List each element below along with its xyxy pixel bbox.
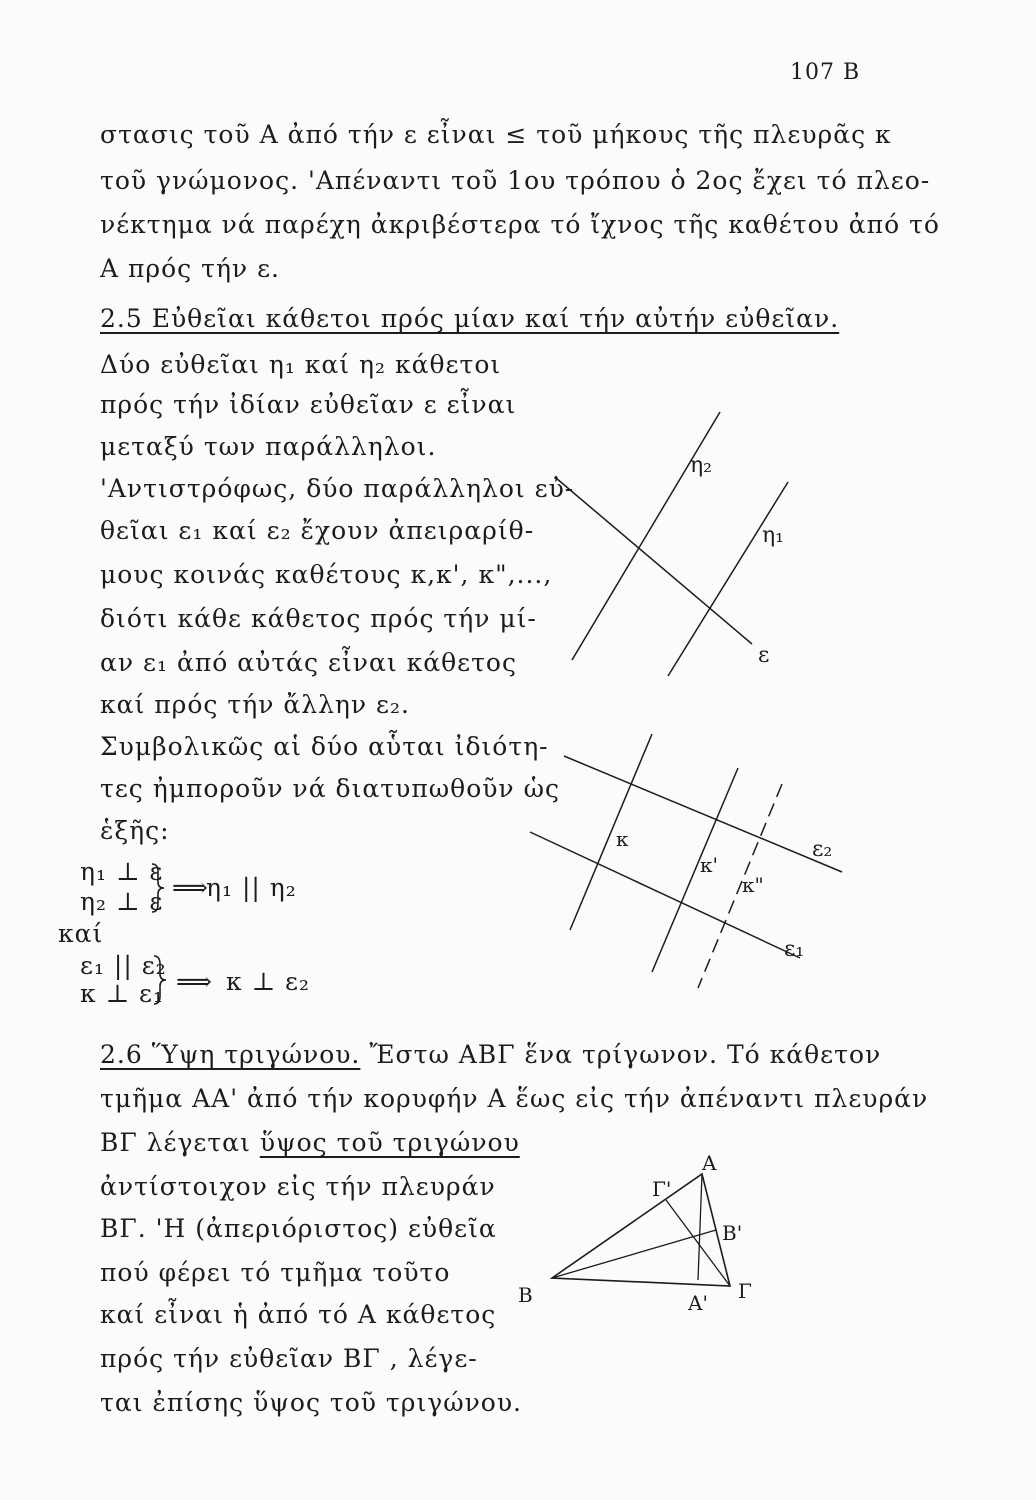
- implication-formulas: [58, 852, 380, 1032]
- s26-line-5: ΒΓ. 'Η (ἀπεριόριστος) εὐθεῖα: [100, 1214, 497, 1243]
- s26-line-8: πρός τήν εὐθεῖαν ΒΓ , λέγε-: [100, 1344, 478, 1373]
- formula1-premise2: η₂ ⊥ ε: [80, 887, 164, 916]
- s25-line-5: θεῖαι ε₁ καί ε₂ ἔχουν ἀπειραρίθ-: [100, 516, 535, 545]
- label-kappa-prime: κ': [700, 853, 718, 877]
- formula2-premise2: κ ⊥ ε₁: [80, 979, 165, 1008]
- altitude-from-B: [552, 1230, 716, 1278]
- line-eta1: [668, 482, 788, 676]
- figure-perpendiculars: [540, 400, 800, 680]
- label-epsilon1: ε₁: [784, 937, 805, 962]
- s25-line-3: μεταξύ των παράλληλοι.: [100, 432, 437, 461]
- s25-line-8: αν ε₁ ἀπό αὐτάς εἶναι κάθετος: [100, 648, 517, 677]
- s26-line-1-rest: Ἔστω ΑΒΓ ἕνα τρίγωνον. Τό κάθετον: [369, 1040, 882, 1069]
- s26-line-3-prefix: ΒΓ λέγεται: [100, 1128, 251, 1157]
- label-kappa: κ: [616, 827, 629, 851]
- label-eta1: η₁: [762, 523, 784, 548]
- label-B-prime: Β': [722, 1221, 743, 1245]
- s26-line-6: πού φέρει τό τμῆμα τοῦτο: [100, 1258, 451, 1287]
- s26-line-4: ἀντίστοιχον εἰς τήν πλευράν: [100, 1172, 496, 1201]
- triangle-ABG: [552, 1174, 730, 1286]
- label-eta2: η₂: [690, 453, 712, 478]
- s25-line-12: ἑξῆς:: [100, 816, 170, 845]
- s25-line-10: Συμβολικῶς αἱ δύο αὗται ἰδιότη-: [100, 732, 549, 761]
- section-2-5-heading: 2.5 Εὐθεῖαι κάθετοι πρός μίαν καί τήν αὐτήν εὐθεῖαν.: [100, 304, 840, 333]
- altitude-term: ὕψος τοῦ τριγώνου: [259, 1128, 520, 1157]
- page-number: 107 Β: [790, 60, 861, 85]
- s26-line-2: τμῆμα ΑΑ' ἀπό τήν κορυφήν Α ἕως εἰς τήν ἀπέναντι πλευράν: [100, 1084, 929, 1113]
- formula1-premise1: η₁ ⊥ ε: [80, 857, 164, 886]
- s25-line-6: μους κοινάς καθέτους κ,κ', κ",...,: [100, 560, 553, 589]
- label-epsilon2: ε₂: [812, 837, 833, 862]
- label-B: Β: [518, 1283, 533, 1307]
- s26-line-3: [100, 1128, 520, 1157]
- formula1-arrow: ⟹: [172, 873, 209, 902]
- label-kappa-double-prime: κ": [742, 873, 764, 897]
- intro-line-1: στασις τοῦ Α ἀπό τήν ε εἶναι ≤ τοῦ μήκους τῆς πλευρᾶς κ: [100, 120, 892, 149]
- line-eta2: [572, 412, 720, 660]
- figure-triangle-altitudes: [500, 1150, 790, 1320]
- s26-line-7: καί εἶναι ἡ ἀπό τό Α κάθετος: [100, 1300, 497, 1329]
- formula2-conclusion: κ ⊥ ε₂: [226, 967, 311, 996]
- section-2-6-heading: 2.6 Ὕψη τριγώνου.: [100, 1040, 361, 1069]
- altitude-from-A: [698, 1174, 702, 1280]
- label-A: Α: [702, 1151, 717, 1175]
- s25-line-1: Δύο εὐθεῖαι η₁ καί η₂ κάθετοι: [100, 350, 502, 379]
- intro-line-4: Α πρός τήν ε.: [100, 254, 280, 283]
- s25-line-7: διότι κάθε κάθετος πρός τήν μί-: [100, 604, 537, 633]
- line-kappa-double-prime: [698, 784, 782, 988]
- label-G: Γ: [738, 1279, 752, 1303]
- label-A-prime: Α': [688, 1291, 708, 1315]
- connector-kai: καί: [58, 919, 104, 948]
- formula2-premise1: ε₁ || ε₂: [80, 951, 167, 980]
- label-G-prime: Γ': [652, 1177, 672, 1201]
- s25-line-4: 'Αντιστρόφως, δύο παράλληλοι εὐ-: [100, 474, 575, 503]
- formula1-conclusion: η₁ || η₂: [206, 873, 297, 902]
- intro-line-3: νέκτημα νά παρέχη ἀκριβέστερα τό ἴχνος τῆς καθέτου ἀπό τό: [100, 210, 940, 239]
- figure-common-perpendiculars: [520, 720, 860, 1010]
- s26-line-9: ται ἐπίσης ὕψος τοῦ τριγώνου.: [100, 1388, 522, 1417]
- formula2-arrow: ⟹: [176, 967, 213, 996]
- s26-line-1: [100, 1040, 881, 1069]
- s25-line-2: πρός τήν ἰδίαν εὐθεῖαν ε εἶναι: [100, 390, 517, 419]
- label-epsilon: ε: [758, 643, 770, 668]
- s25-line-9: καί πρός τήν ἄλλην ε₂.: [100, 690, 410, 719]
- s25-line-11: τες ἠμποροῦν νά διατυπωθοῦν ὡς: [100, 774, 560, 803]
- intro-line-2: τοῦ γνώμονος. 'Απέναντι τοῦ 1ου τρόπου ὁ 2ος ἔχει τό πλεο-: [100, 166, 931, 195]
- line-epsilon: [556, 478, 752, 644]
